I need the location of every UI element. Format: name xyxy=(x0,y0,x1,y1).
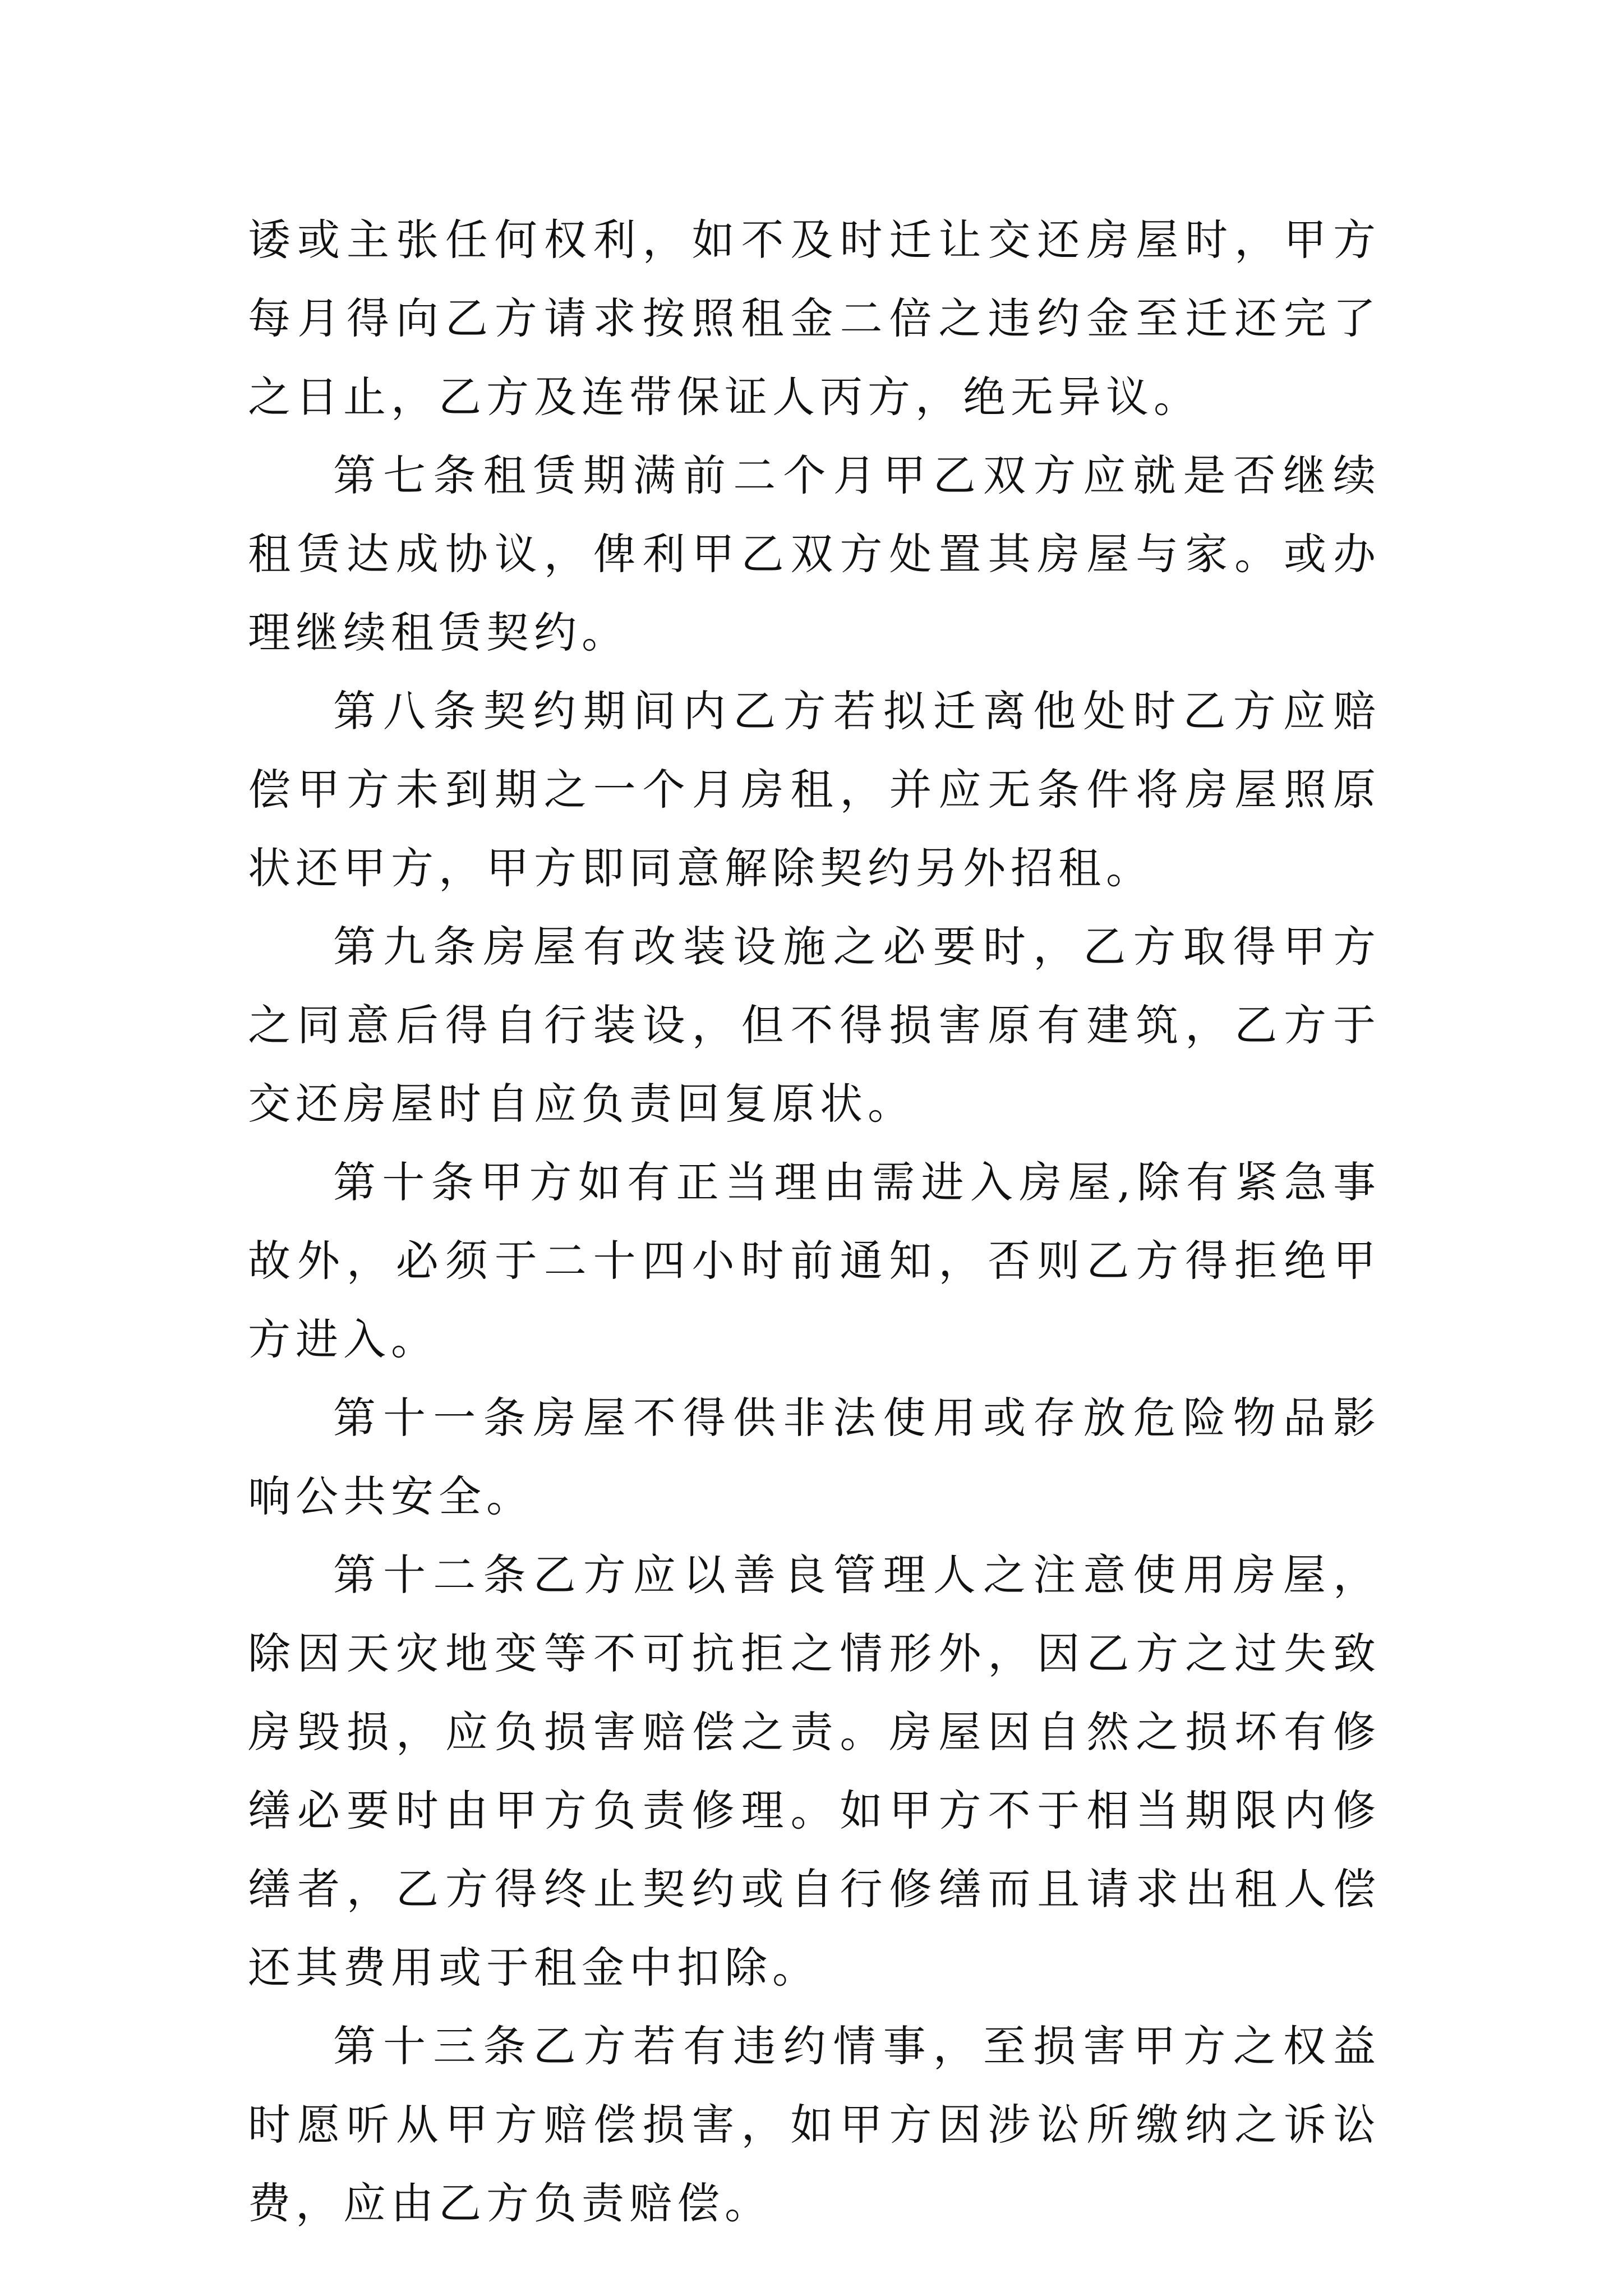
paragraph-article-8: 第八条契约期间内乙方若拟迁离他处时乙方应赔偿甲方未到期之一个月房租，并应无条件将房屋照原状还甲方，甲方即同意解除契约另外招租。 xyxy=(248,686,1381,893)
paragraph-article-9: 第九条房屋有改装设施之必要时，乙方取得甲方之同意后得自行装设，但不得损害原有建筑，乙方于交还房屋时自应负责回复原状。 xyxy=(248,922,1381,1129)
paragraph-article-7: 第七条租赁期满前二个月甲乙双方应就是否继续租赁达成协议，俾利甲乙双方处置其房屋与家。或办理继续租赁契约。 xyxy=(248,450,1381,657)
paragraph-article-12: 第十二条乙方应以善良管理人之注意使用房屋，除因天灾地变等不可抗拒之情形外，因乙方之过失致房毁损，应负损害赔偿之责。房屋因自然之损坏有修缮必要时由甲方负责修理。如甲方不于相当期限内修缮者，乙方得终止契约或自行修缮而且请求出租人偿还其费用或于租金中扣除。 xyxy=(248,1550,1381,1993)
document-body xyxy=(248,201,1381,2243)
paragraph-article-11: 第十一条房屋不得供非法使用或存放危险物品影响公共安全。 xyxy=(248,1393,1381,1521)
paragraph-article-10: 第十条甲方如有正当理由需进入房屋,除有紧急事故外，必须于二十四小时前通知，否则乙方得拒绝甲方进入。 xyxy=(248,1157,1381,1364)
paragraph-continuation: 诿或主张任何权利，如不及时迁让交还房屋时，甲方每月得向乙方请求按照租金二倍之违约金至迁还完了之日止，乙方及连带保证人丙方，绝无异议。 xyxy=(248,215,1381,422)
paragraph-article-13: 第十三条乙方若有违约情事，至损害甲方之权益时愿听从甲方赔偿损害，如甲方因涉讼所缴纳之诉讼费，应由乙方负责赔偿。 xyxy=(248,2021,1381,2228)
